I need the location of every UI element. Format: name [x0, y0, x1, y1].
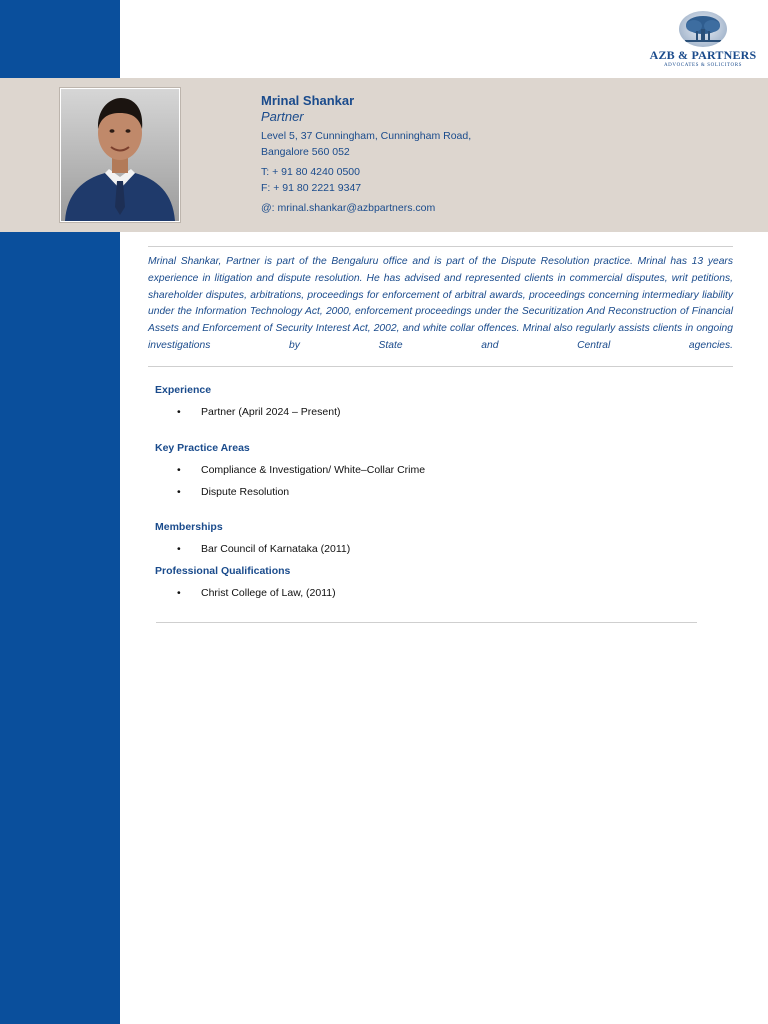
tree-emblem-icon [679, 11, 727, 47]
list-item: • Bar Council of Karnataka (2011) [177, 543, 351, 555]
profile-photo [60, 88, 180, 222]
bullet-icon: • [177, 406, 181, 418]
divider-middle [148, 366, 733, 367]
list-item: • Partner (April 2024 – Present) [177, 406, 341, 418]
profile-role: Partner [261, 109, 304, 124]
bullet-icon: • [177, 464, 181, 476]
bullet-icon: • [177, 587, 181, 599]
logo-firm-name: AZB & PARTNERS [649, 48, 757, 62]
section-title-experience: Experience [155, 384, 212, 396]
address-line-1: Level 5, 37 Cunningham, Cunningham Road, [261, 130, 472, 142]
section-title-qualifications: Professional Qualifications [155, 565, 291, 577]
logo-tagline: ADVOCATES & SOLICITORS [663, 63, 743, 68]
divider-top [148, 246, 733, 247]
list-item: • Christ College of Law, (2011) [177, 587, 336, 599]
bio-paragraph: Mrinal Shankar, Partner is part of the Bengaluru office and is part of the Dispute Resolution practice. Mrinal has 13 years experience in litigation and dispute resolution. He has advised and represented clients in commercial disputes, writ petitions, shareholder disputes, arbitrations, proceedings for enforcement of arbitral awards, proceedings concerning intermediary liability under the Information Technology Act, 2000, enforcement proceedings under the Securitization And Reconstruction of Financial Assets and Enforcement of Security Interest Act, 2002, and white collar offences. Mrinal also regularly assists clients in ongoing investigations by State and Central agencies. [148, 256, 733, 351]
bullet-icon: • [177, 543, 181, 555]
profile-name: Mrinal Shankar [261, 93, 355, 108]
list-item: • Compliance & Investigation/ White–Collar Crime [177, 464, 426, 476]
phone-number: T: + 91 80 4240 0500 [261, 166, 360, 178]
list-item: • Dispute Resolution [177, 486, 290, 498]
address-line-2: Bangalore 560 052 [261, 146, 350, 158]
contact-block [261, 93, 661, 216]
bullet-icon: • [177, 486, 181, 498]
section-title-practice-areas: Key Practice Areas [155, 442, 250, 454]
fax-number: F: + 91 80 2221 9347 [261, 182, 362, 194]
firm-logo [648, 8, 758, 72]
section-title-memberships: Memberships [155, 521, 223, 533]
email-address[interactable]: @: mrinal.shankar@azbpartners.com [261, 202, 436, 214]
divider-bottom [156, 622, 697, 623]
